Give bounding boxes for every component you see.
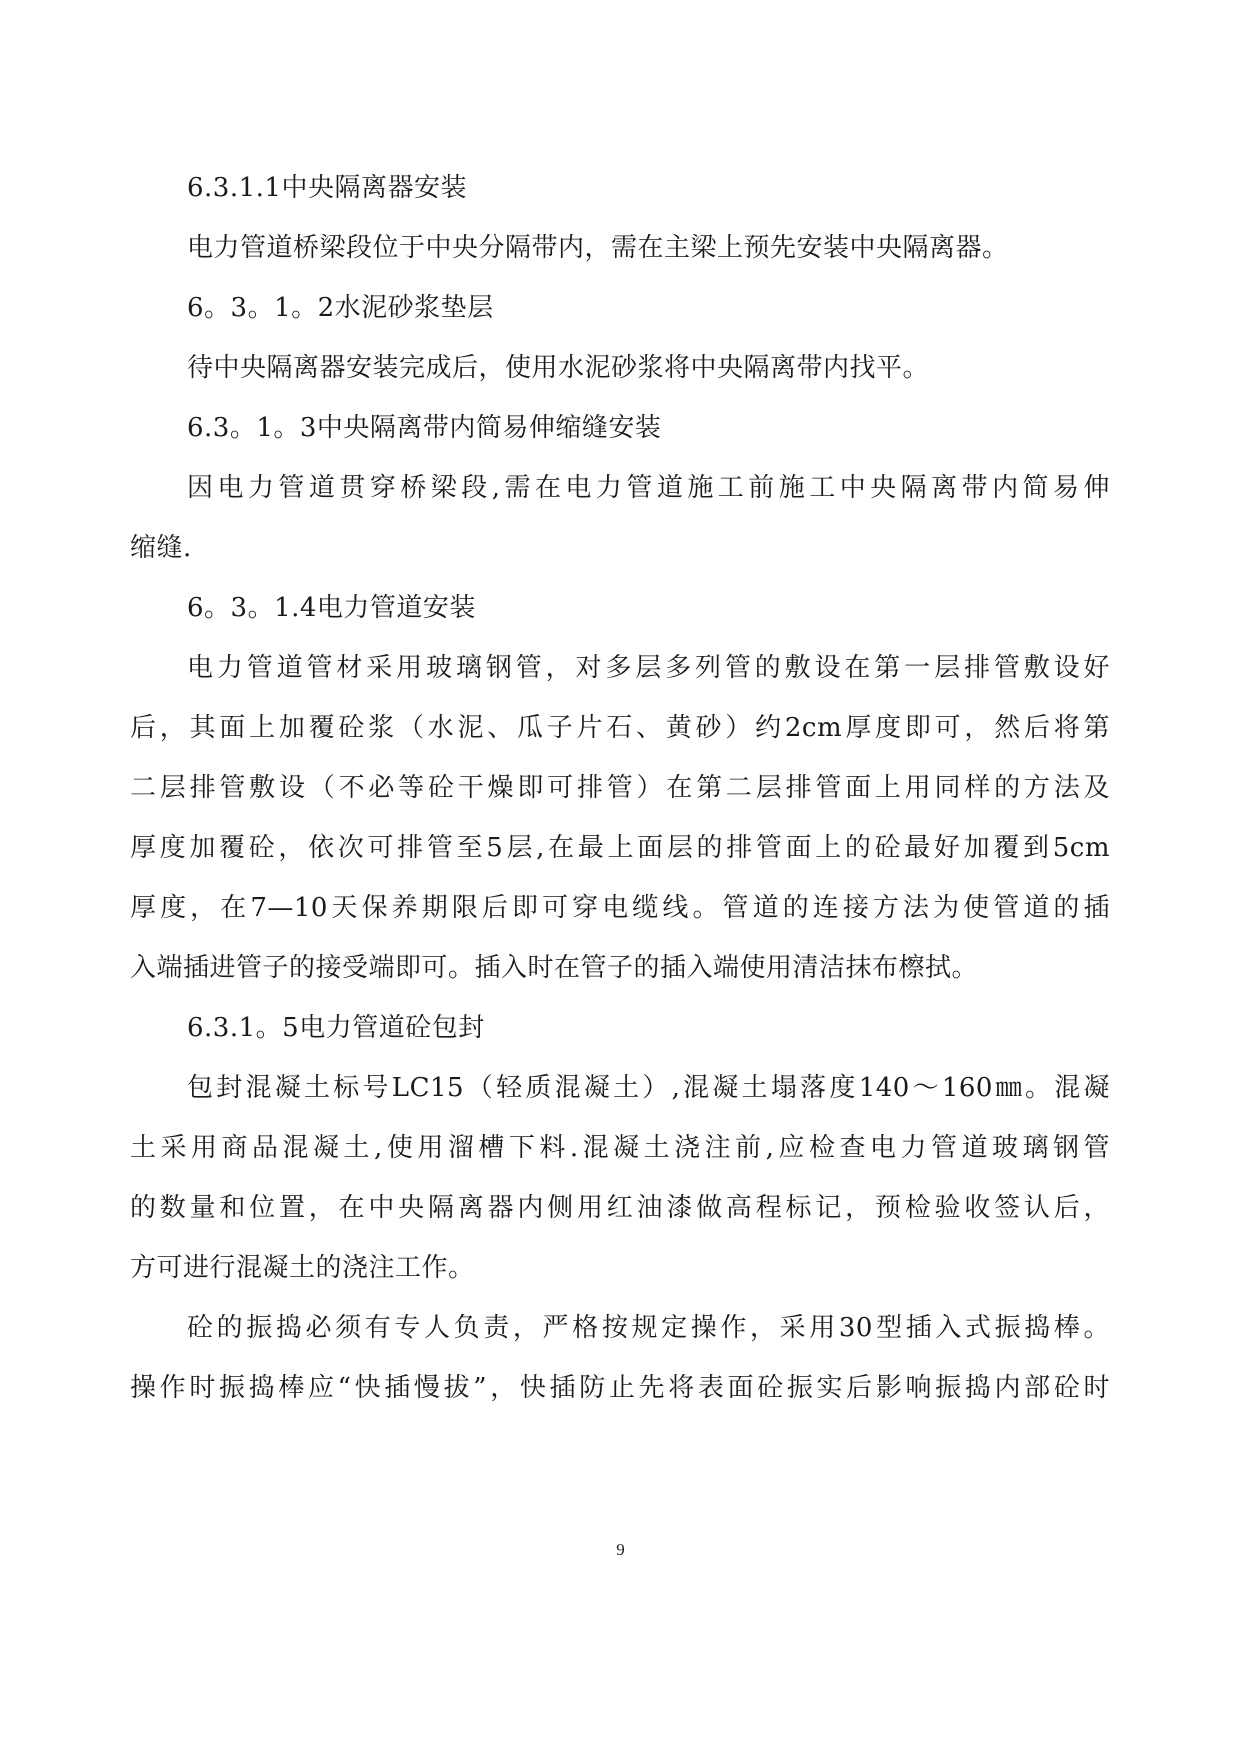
document-body xyxy=(130,158,1110,1418)
paragraph-line: 操作时振捣棒应“快插慢拔”，快插防止先将表面砼振实后影响振捣内部砼时 xyxy=(130,1373,1110,1403)
paragraph-line: 厚度加覆砼，依次可排管至5层,在最上面层的排管面上的砼最好加覆到5cm xyxy=(130,833,1110,863)
paragraph-line: 包封混凝土标号LC15（轻质混凝土）,混凝土塌落度140～160㎜。混凝 xyxy=(187,1073,1110,1103)
paragraph-line: 后，其面上加覆砼浆（水泥、瓜子片石、黄砂）约2cm厚度即可，然后将第 xyxy=(130,713,1110,743)
paragraph-line: 的数量和位置，在中央隔离器内侧用红油漆做高程标记，预检验收签认后， xyxy=(130,1193,1110,1223)
paragraph-line: 土采用商品混凝土,使用溜槽下料.混凝土浇注前,应检查电力管道玻璃钢管 xyxy=(130,1133,1110,1163)
section-heading-6-3-1-5: 6.3.1。5电力管道砼包封 xyxy=(187,1013,485,1043)
paragraph-line: 二层排管敷设（不必等砼干燥即可排管）在第二层排管面上用同样的方法及 xyxy=(130,773,1110,803)
paragraph-line: 因电力管道贯穿桥梁段,需在电力管道施工前施工中央隔离带内简易伸 xyxy=(187,473,1110,503)
paragraph-line: 缩缝. xyxy=(130,533,192,563)
section-heading-6-3-1-1: 6.3.1.1中央隔离器安装 xyxy=(187,173,467,203)
paragraph-line: 厚度，在7—10天保养期限后即可穿电缆线。管道的连接方法为使管道的插 xyxy=(130,893,1110,923)
paragraph-line: 电力管道管材采用玻璃钢管，对多层多列管的敷设在第一层排管敷设好 xyxy=(187,653,1110,683)
paragraph-line: 砼的振捣必须有专人负责，严格按规定操作，采用30型插入式振捣棒。 xyxy=(187,1313,1110,1343)
paragraph-line: 方可进行混凝土的浇注工作。 xyxy=(130,1253,475,1283)
page-number: 9 xyxy=(616,1540,625,1559)
section-heading-6-3-1-2: 6。3。1。2水泥砂浆垫层 xyxy=(187,293,494,323)
section-heading-6-3-1-3: 6.3。1。3中央隔离带内简易伸缩缝安装 xyxy=(187,413,662,443)
section-heading-6-3-1-4: 6。3。1.4电力管道安装 xyxy=(187,593,476,623)
paragraph-line: 电力管道桥梁段位于中央分隔带内，需在主梁上预先安装中央隔离器。 xyxy=(187,233,1009,263)
paragraph-line: 待中央隔离器安装完成后，使用水泥砂浆将中央隔离带内找平。 xyxy=(187,353,930,383)
paragraph-line: 入端插进管子的接受端即可。插入时在管子的插入端使用清洁抹布檫拭。 xyxy=(130,953,979,983)
